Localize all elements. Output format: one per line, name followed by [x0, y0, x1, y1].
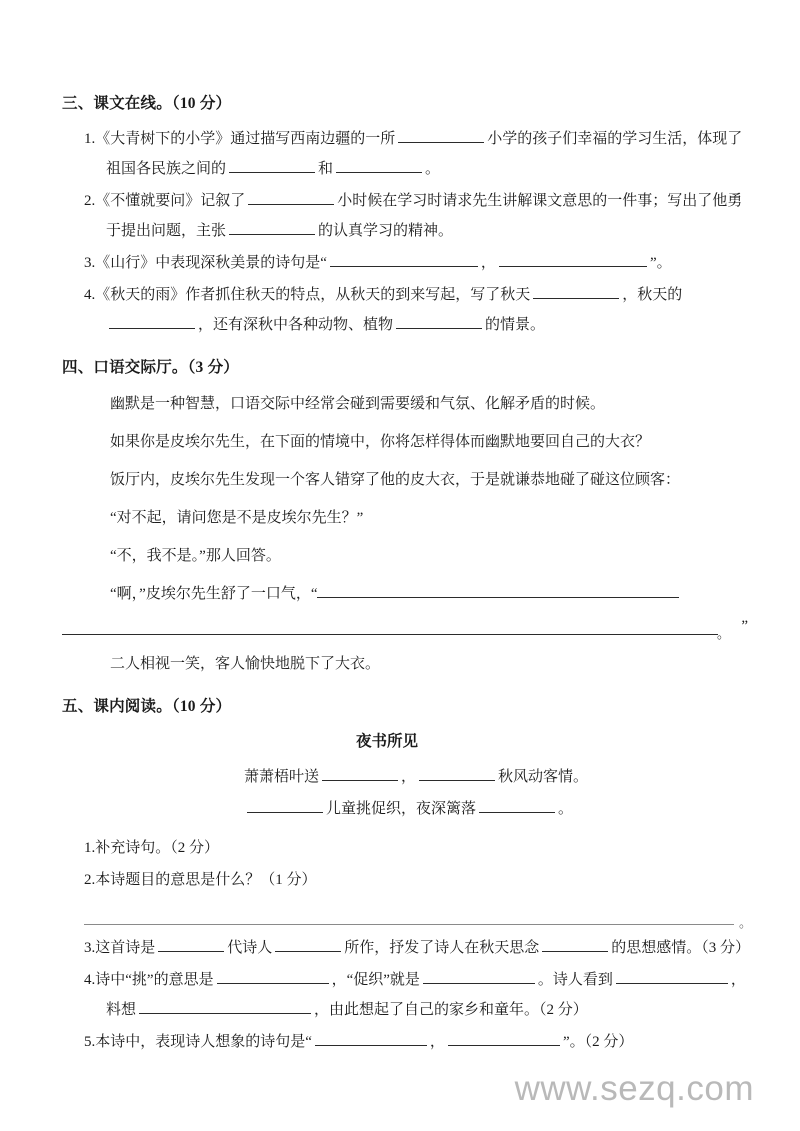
question-text: 所作，抒发了诗人在秋天思念 [344, 939, 540, 956]
poem-text: 秋风动客情。 [498, 768, 589, 785]
site-watermark: www.sezq.com [514, 1069, 754, 1108]
oral-paragraph-2: 如果你是皮埃尔先生，在下面的情境中，你将怎样得体而幽默地要回自己的大衣？ [110, 433, 651, 450]
question-5-4 [84, 965, 752, 1025]
oral-closing: 二人相视一笑，客人愉快地脱下了大衣。 [110, 655, 381, 672]
oral-paragraph-3: 饭厅内，皮埃尔先生发现一个客人错穿了他的皮大衣，于是就谦恭地碰了碰这位顾客： [110, 471, 681, 488]
fill-blank[interactable] [419, 765, 495, 781]
fill-blank[interactable] [330, 251, 478, 267]
question-5-3 [84, 933, 752, 963]
question-3-3 [84, 248, 752, 278]
question-text: 小时候在学习时请求先生讲解课文意思的一件事；写出了他勇于提出问题，主张 [106, 193, 743, 240]
oral-dialogue-2: “不，我不是。”那人回答。 [110, 547, 281, 564]
question-text: 小学的孩子们幸福的学习生活，体现了祖国各民族之间的 [106, 131, 743, 178]
question-5-2 [84, 865, 752, 895]
answer-rule[interactable] [84, 924, 734, 925]
question-number: 2. [84, 193, 96, 210]
section-heading-5: 五、课内阅读。（10 分） [62, 697, 232, 715]
fill-blank[interactable] [217, 968, 329, 984]
question-text: ，秋天的 [622, 287, 683, 304]
question-number: 4. [84, 971, 96, 988]
answer-period: 。 [716, 625, 730, 641]
fill-blank[interactable] [229, 219, 315, 235]
answer-rule[interactable] [62, 634, 718, 635]
question-text: 的认真学习的精神。 [318, 223, 454, 240]
question-text: 《大青树下的小学》通过描写西南边疆的一所 [95, 131, 396, 148]
question-text: 诗中“挑”的意思是 [95, 971, 214, 988]
oral-dialogue-1: “对不起，请问您是不是皮埃尔先生？” [110, 509, 364, 526]
question-text: ”。（2 分） [562, 1033, 634, 1050]
question-text: 。诗人看到 [537, 971, 613, 988]
poem-text: ， [401, 768, 417, 785]
question-5-5 [84, 1027, 752, 1057]
fill-blank[interactable] [322, 765, 398, 781]
question-text: 《秋天的雨》作者抓住秋天的特点，从秋天的到来写起，写了秋天 [95, 287, 531, 304]
question-text: ”。 [649, 255, 672, 272]
fill-blank[interactable] [275, 936, 341, 952]
oral-answer-prompt-line [62, 579, 752, 609]
answer-close-quote: ” [741, 617, 748, 634]
question-text: 。 [425, 161, 441, 178]
question-text: 的情景。 [485, 317, 546, 334]
poem-line-1 [62, 761, 752, 793]
question-3-2 [84, 186, 752, 246]
fill-blank[interactable] [247, 797, 323, 813]
question-text: ， [429, 1033, 445, 1050]
poem-line-2 [62, 793, 752, 825]
question-text: 《山行》中表现深秋美景的诗句是“ [95, 255, 327, 272]
fill-blank[interactable] [109, 313, 195, 329]
page-content [62, 92, 752, 1059]
question-text: 这首诗是 [95, 939, 156, 956]
question-text: 《不懂就要问》记叙了 [95, 193, 246, 210]
oral-answer-line-2[interactable] [62, 611, 752, 645]
question-number: 5. [84, 1033, 96, 1050]
fill-blank[interactable] [248, 189, 334, 205]
question-5-1 [84, 833, 752, 863]
question-number: 1. [84, 131, 96, 148]
fill-blank[interactable] [336, 157, 422, 173]
oral-answer-prompt: “啊，”皮埃尔先生舒了一口气，“ [110, 585, 318, 602]
question-text: ， [480, 255, 496, 272]
question-number: 3. [84, 939, 96, 956]
poem-text: 儿童挑促织，夜深篱落 [326, 800, 477, 817]
fill-blank[interactable] [396, 313, 482, 329]
fill-blank[interactable] [229, 157, 315, 173]
question-text: 本诗中，表现诗人想象的诗句是“ [95, 1033, 312, 1050]
question-number: 4. [84, 287, 96, 304]
question-text: ，由此想起了自己的家乡和童年。（2 分） [314, 1001, 588, 1018]
fill-blank[interactable] [448, 1030, 560, 1046]
fill-blank[interactable] [616, 968, 728, 984]
question-5-2-answer-line[interactable] [84, 895, 752, 933]
question-text: 代诗人 [227, 939, 273, 956]
question-number: 1. [84, 839, 96, 856]
fill-blank[interactable] [542, 936, 608, 952]
question-text: 和 [318, 161, 334, 178]
answer-blank[interactable] [317, 582, 679, 598]
question-number: 3. [84, 255, 96, 272]
poem-text: 萧萧梧叶送 [244, 768, 320, 785]
fill-blank[interactable] [499, 251, 647, 267]
answer-period: 。 [738, 914, 752, 930]
question-number: 2. [84, 871, 96, 888]
question-text: ，“促织”就是 [331, 971, 420, 988]
question-text: 的思想感情。（3 分） [611, 939, 751, 956]
fill-blank[interactable] [158, 936, 224, 952]
fill-blank[interactable] [423, 968, 535, 984]
question-3-1 [84, 124, 752, 184]
fill-blank[interactable] [479, 797, 555, 813]
fill-blank[interactable] [139, 998, 311, 1014]
section-heading-4: 四、口语交际厅。（3 分） [62, 359, 239, 377]
question-text: 本诗题目的意思是什么？（1 分） [95, 871, 317, 888]
question-text: 补充诗句。（2 分） [95, 839, 220, 856]
section-heading-3: 三、课文在线。（10 分） [62, 95, 232, 112]
fill-blank[interactable] [398, 127, 484, 143]
poem-text: 。 [558, 800, 574, 817]
question-text: ，还有深秋中各种动物、植物 [198, 317, 394, 334]
fill-blank[interactable] [315, 1030, 427, 1046]
fill-blank[interactable] [533, 283, 619, 299]
question-text: ，料想 [106, 971, 746, 1018]
poem-title: 夜书所见 [355, 732, 418, 750]
question-3-4 [84, 280, 752, 340]
oral-paragraph-1: 幽默是一种智慧，口语交际中经常会碰到需要缓和气氛、化解矛盾的时候。 [110, 395, 606, 412]
